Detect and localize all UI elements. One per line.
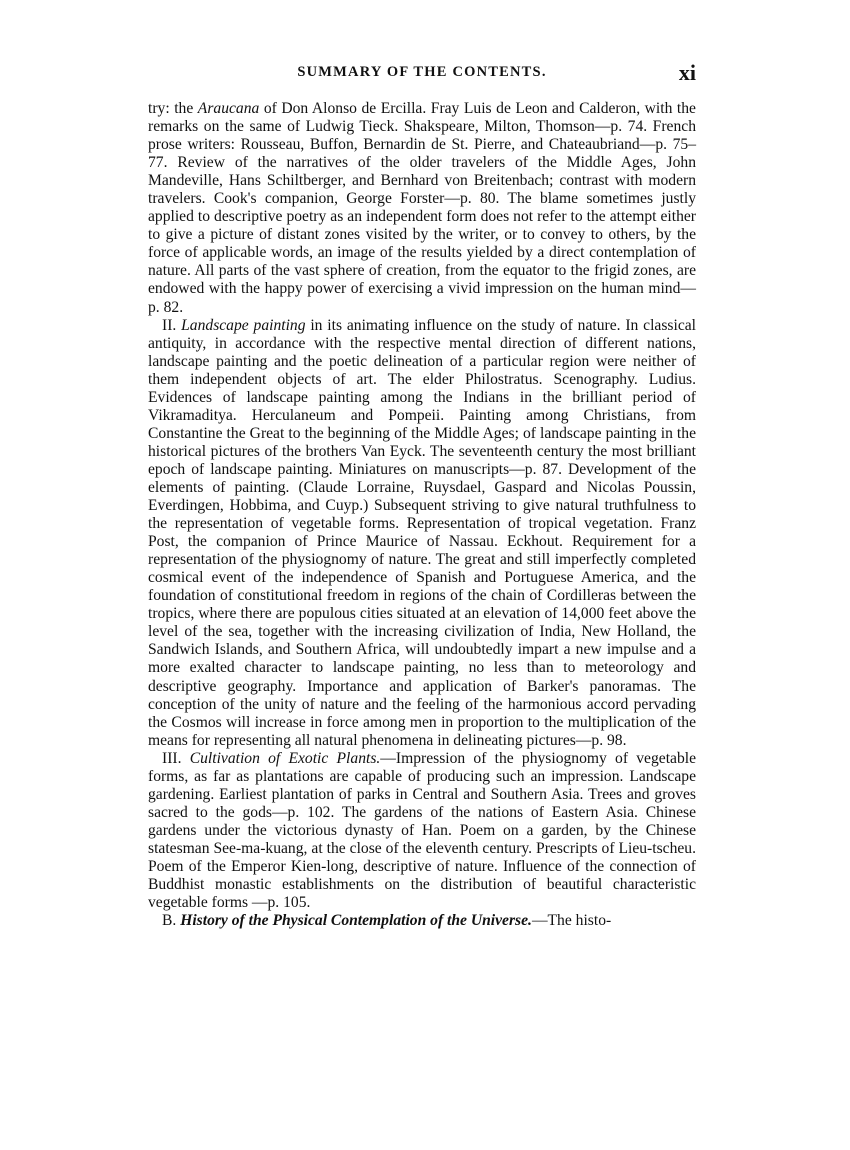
- page-header: [148, 60, 696, 92]
- page-number: xi: [678, 60, 696, 85]
- text-run: II.: [162, 316, 182, 334]
- emphasis-text: History of the Physical Contemplation of the Universe.: [180, 912, 532, 930]
- text-run: —Impression of the physiognomy of vegetable forms, as far as plantations are capable of producing such an impression. Landscape gardening. Earliest plantation of parks in Central and Southern Asia. Trees and groves sacred to the gods—p. 102. The gardens of the nations of Eastern Asia. Chinese gardens under the victorious dynasty of Han. Poem on a garden, by the Chinese statesman See-ma-kuang, at the close of the eleventh century. Prescripts of Lieu-tscheu. Poem of the Emperor Kien-long, descriptive of nature. Influence of the connection of Buddhist monastic establishments on the distribution of beautiful characteristic vegetable forms —p. 105.: [148, 749, 697, 912]
- emphasis-text: Landscape painting: [181, 316, 306, 334]
- text-run: try: the: [148, 100, 198, 117]
- text-run: III.: [162, 749, 190, 767]
- emphasis-text: Cultivation of Exotic Plants.: [189, 749, 381, 767]
- paragraph: [148, 100, 696, 317]
- paragraph: [148, 750, 696, 912]
- text-run: in its animating influence on the study of nature. In classical antiquity, in accordance with the respective mental direction of different nations, landscape painting and the poetic delineation of a particular region were neither of them independent objects of art. The elder Philostratus. Scenography. Ludius. Evidences of landscape painting among the Indians in the brilliant period of Vikramaditya. Herculaneum and Pompeii. Painting among Christians, from Constantine the Great to the beginning of the Middle Ages; of landscape painting in the historical pictures of the brothers Van Eyck. The seventeenth century the most brilliant epoch of landscape painting. Miniatures on manuscripts—p. 87. Development of the elements of painting. (Claude Lorraine, Ruysdael, Gaspard and Nicolas Poussin, Everdingen, Hobbima, and Cuyp.) Subsequent striving to give natural truthfulness to the representation of vegetable forms. Representation of tropical vegetation. Franz Post, the companion of Prince Maurice of Nassau. Eckhout. Requirement for a representation of the physiognomy of nature. The great and still imperfectly completed cosmical event of the independence of Spanish and Portuguese America, and the foundation of constitutional freedom in regions of the chain of Cordilleras between the tropics, where there are populous cities situated at an elevation of 14,000 feet above the level of the sea, together with the increasing civilization of India, New Holland, the Sandwich Islands, and Southern Africa, will undoubtedly impart a new impulse and a more exalted character to landscape painting, no less than to meteorology and descriptive geography. Importance and application of Barker's panoramas. The conception of the unity of nature and the feeling of the harmonious accord pervading the Cosmos will increase in force among men in proportion to the multiplication of the means for representing all natural phenomena in delineating pictures—p. 98.: [148, 316, 697, 749]
- paragraph: [148, 317, 696, 750]
- emphasis-text: Araucana: [197, 100, 260, 117]
- text-run: of Don Alonso de Ercilla. Fray Luis de Leon and Calderon, with the remarks on the same of Ludwig Tieck. Shakspeare, Milton, Thomson—p. 74. French prose writers: Rousseau, Buffon, Bernardin de St. Pierre, and Chateaubriand—p. 75–77. Review of the narratives of the older travelers of the Middle Ages, John Mandeville, Hans Schiltberger, and Bernhard von Breitenbach; contrast with modern travelers. Cook's companion, George Forster—p. 80. The blame sometimes justly applied to descriptive poetry as an independent form does not refer to the attempt either to give a picture of distant zones visited by the writer, or to convey to others, by the force of applicable words, an image of the results yielded by a direct contemplation of nature. All parts of the vast sphere of creation, from the equator to the frigid zones, are endowed with the happy power of exercising a vivid impression on the human mind—p. 82.: [148, 100, 696, 316]
- text-run: —The histo-: [531, 912, 612, 930]
- running-title: SUMMARY OF THE CONTENTS.: [297, 64, 547, 80]
- body-text: [148, 100, 696, 930]
- paragraph: [148, 912, 696, 930]
- text-run: B.: [162, 912, 181, 930]
